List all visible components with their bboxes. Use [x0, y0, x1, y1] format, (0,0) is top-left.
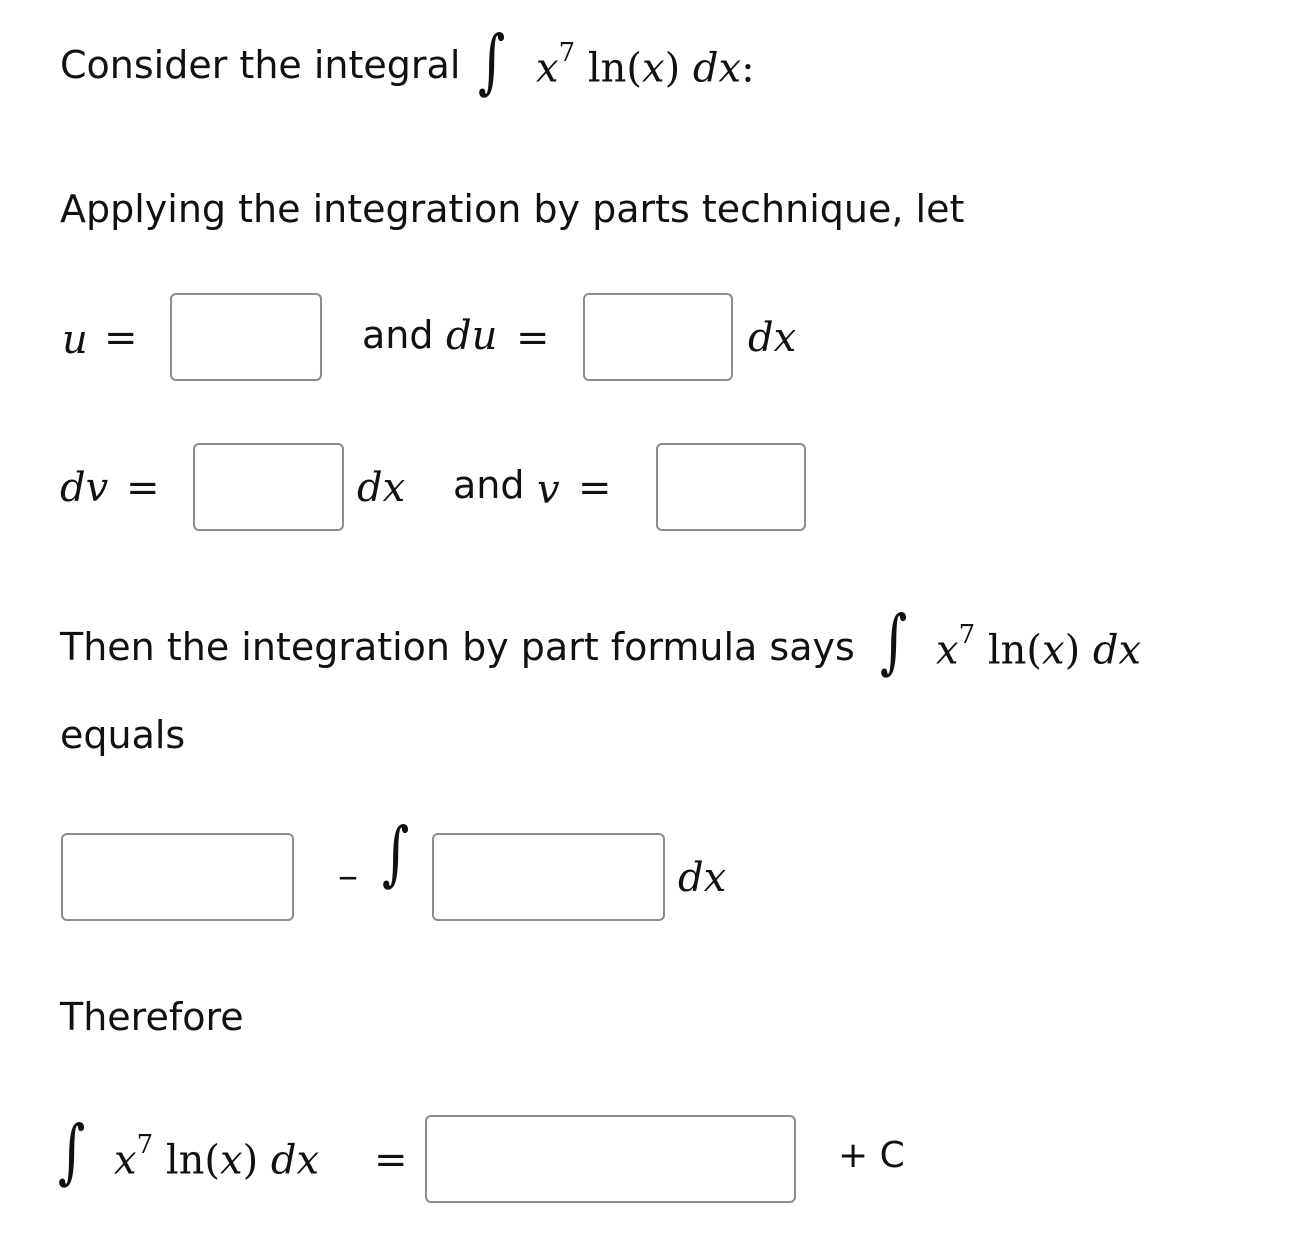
- u-input[interactable]: [170, 293, 322, 381]
- formula-statement: Then the integration by part formula says: [60, 625, 855, 669]
- vdu-input[interactable]: [432, 833, 665, 921]
- integral-sign-icon: ∫: [478, 20, 506, 102]
- final-answer-input[interactable]: [425, 1115, 796, 1203]
- therefore-label: Therefore: [60, 995, 244, 1039]
- final-equals: =: [374, 1137, 408, 1183]
- dv-symbol: dv: [60, 465, 109, 511]
- dv-dx-symbol: dx: [357, 465, 406, 511]
- integral-sign-icon: ∫: [58, 1110, 86, 1192]
- du-input[interactable]: [583, 293, 733, 381]
- equals-word: equals: [60, 713, 186, 757]
- du-equals: =: [516, 315, 550, 361]
- final-integrand: $x^7$ ln(x) dx: [114, 1130, 320, 1184]
- integral-sign-icon: ∫: [880, 600, 908, 682]
- v-equals: =: [578, 465, 612, 511]
- u-symbol: u: [62, 317, 88, 363]
- uv-input[interactable]: [61, 833, 294, 921]
- and-label-1: and: [362, 313, 434, 357]
- minus-sign: –: [338, 853, 358, 899]
- integral-sign-icon: ∫: [382, 812, 410, 894]
- intro-text: Consider the integral: [60, 43, 461, 87]
- v-input[interactable]: [656, 443, 806, 531]
- intro-integrand: $x^7$ ln(x) dx:: [536, 38, 755, 92]
- formula-integrand: $x^7$ ln(x) dx: [936, 620, 1142, 674]
- dv-input[interactable]: [193, 443, 344, 531]
- plus-c-label: + C: [838, 1135, 905, 1176]
- v-symbol: v: [537, 467, 560, 513]
- parts-dx-symbol: dx: [678, 855, 727, 901]
- u-equals: =: [104, 315, 138, 361]
- and-label-2: and: [453, 463, 525, 507]
- du-dx-symbol: dx: [748, 315, 797, 361]
- du-symbol: du: [446, 313, 498, 359]
- dv-equals: =: [126, 465, 160, 511]
- applying-instruction: Applying the integration by parts technique, let: [60, 187, 965, 231]
